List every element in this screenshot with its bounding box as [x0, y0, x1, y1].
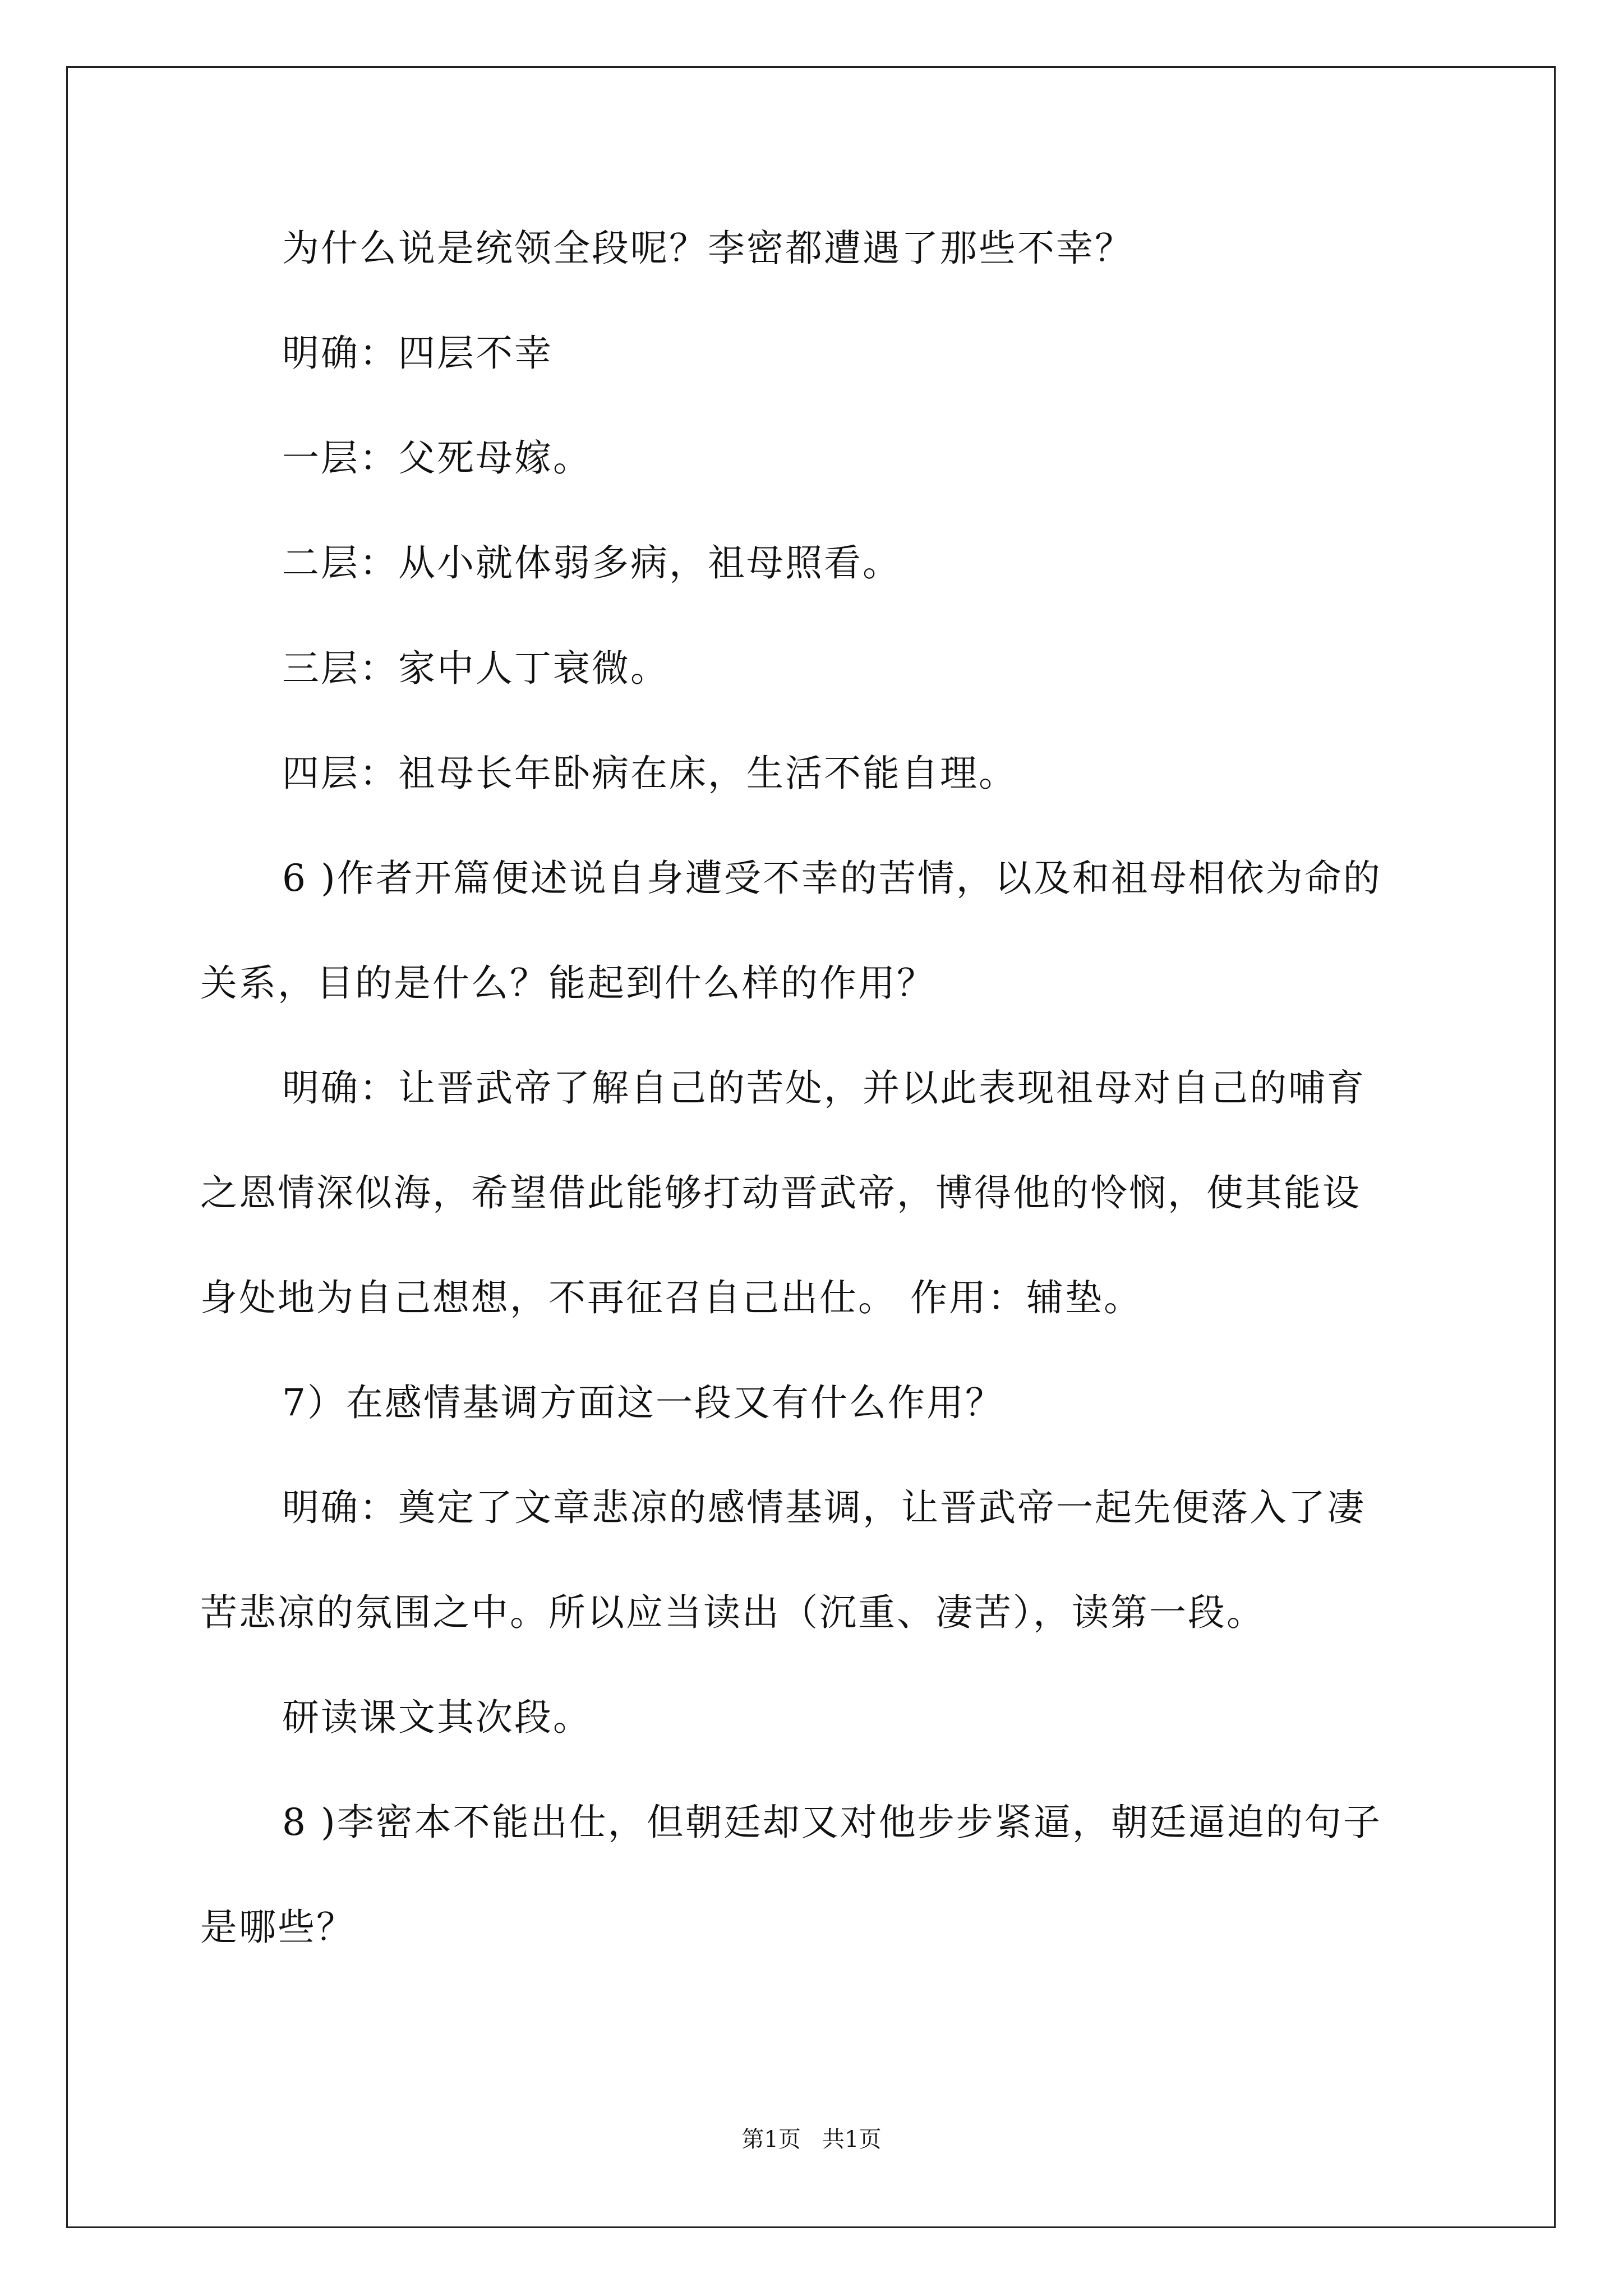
text-line-12: 7）在感情基调方面这一段又有什么作用？ — [282, 1381, 1004, 1424]
page-footer: 第1页 共1页 — [741, 2127, 882, 2152]
text-line-13: 明确：奠定了文章悲凉的感情基调，让晋武帝一起先便落入了凄 — [282, 1486, 1366, 1529]
page-border — [66, 66, 1556, 2228]
text-line-16: 8 )李密本不能出仕，但朝廷却又对他步步紧逼，朝廷逼迫的句子 — [282, 1801, 1382, 1844]
text-line-7: 6 )作者开篇便述说自身遭受不幸的苦情，以及和祖母相依为命的 — [282, 857, 1382, 900]
text-line-17: 是哪些？ — [200, 1906, 355, 1949]
text-line-4: 二层：从小就体弱多病，祖母照看。 — [282, 541, 901, 585]
text-line-5: 三层：家中人丁衰微。 — [282, 647, 669, 690]
text-line-10: 之恩情深似海，希望借此能够打动晋武帝，博得他的怜悯，使其能设 — [200, 1171, 1361, 1214]
text-line-1: 为什么说是统领全段呢？李密都遭遇了那些不幸？ — [282, 227, 1133, 270]
text-line-3: 一层：父死母嫁。 — [282, 436, 592, 480]
text-line-2: 明确：四层不幸 — [282, 332, 553, 375]
text-line-11: 身处地为自己想想，不再征召自己出仕。 作用：辅垫。 — [200, 1276, 1142, 1319]
text-line-6: 四层：祖母长年卧病在床，生活不能自理。 — [282, 752, 1017, 795]
text-line-14: 苦悲凉的氛围之中。所以应当读出（沉重、凄苦），读第一段。 — [200, 1591, 1265, 1634]
text-line-8: 关系，目的是什么？能起到什么样的作用？ — [200, 961, 935, 1005]
text-line-15: 研读课文其次段。 — [282, 1696, 592, 1739]
text-line-9: 明确：让晋武帝了解自己的苦处，并以此表现祖母对自己的哺育 — [282, 1066, 1366, 1110]
